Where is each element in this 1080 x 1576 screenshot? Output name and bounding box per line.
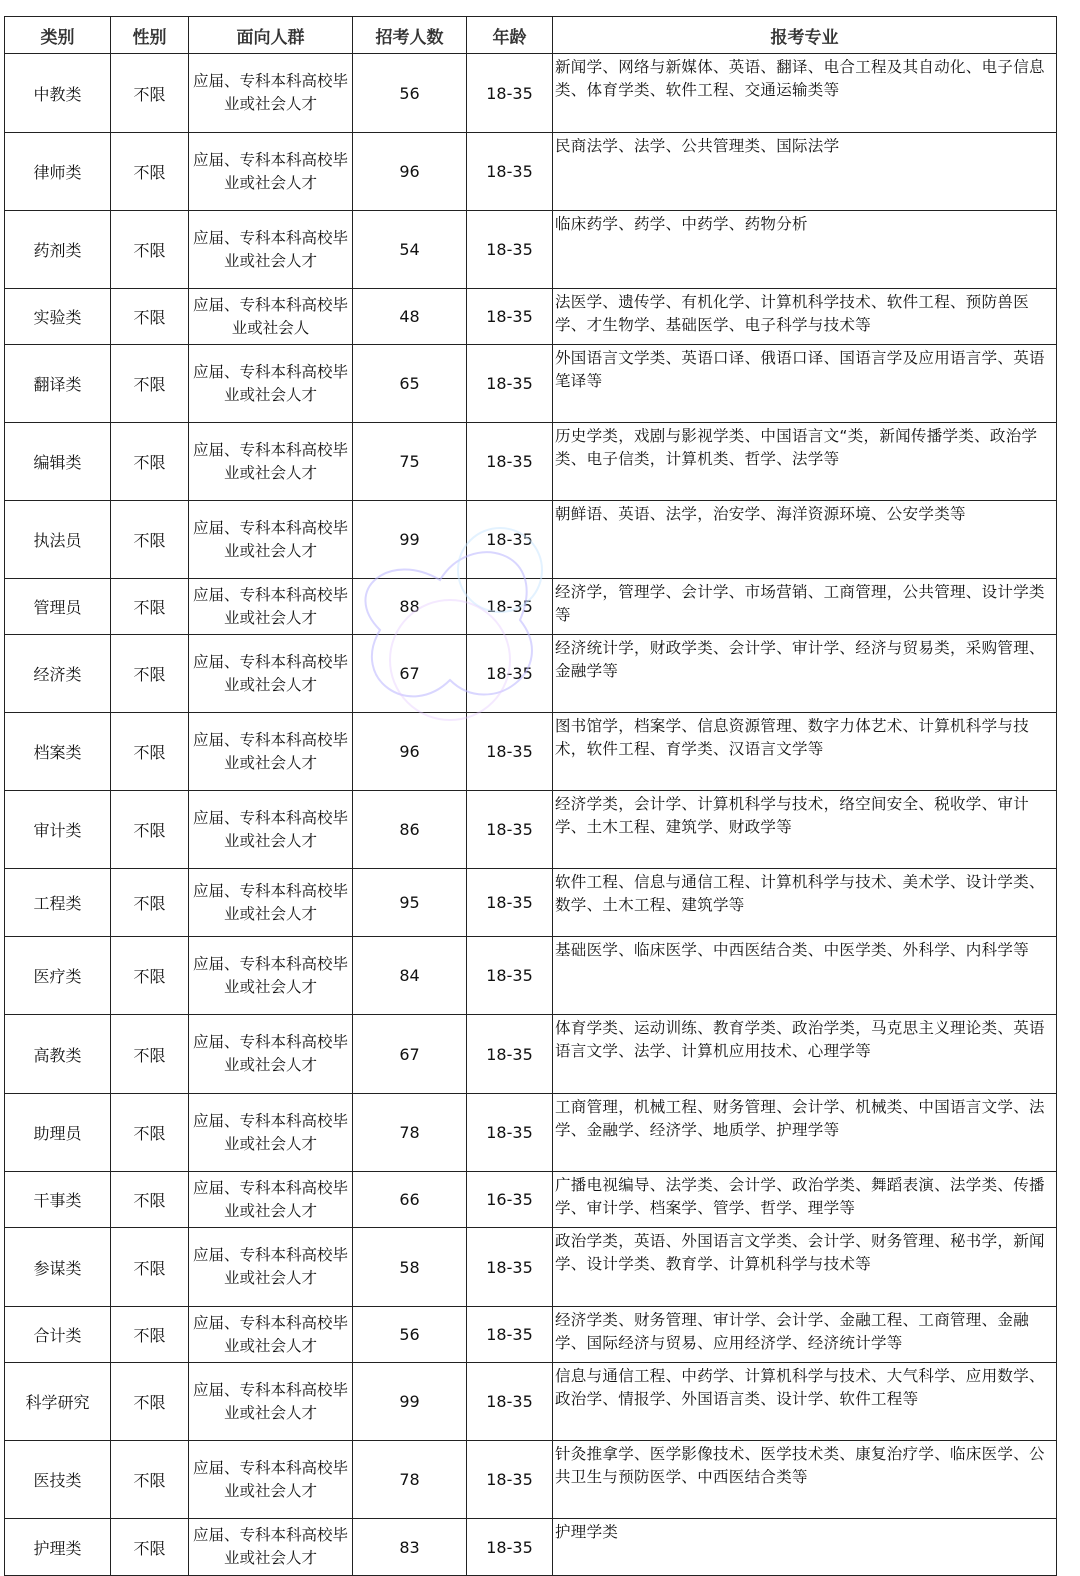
cell-gender: 不限 <box>111 1441 189 1519</box>
cell-count: 88 <box>353 579 467 635</box>
cell-count: 78 <box>353 1094 467 1172</box>
cell-category: 医技类 <box>5 1441 111 1519</box>
table-row <box>5 1519 1057 1576</box>
cell-age: 18-35 <box>467 133 553 211</box>
cell-audience: 应届、专科本科高校毕业或社会人才 <box>189 1015 353 1094</box>
cell-audience: 应届、专科本科高校毕业或社会人才 <box>189 1441 353 1519</box>
cell-category: 医疗类 <box>5 937 111 1015</box>
cell-category: 工程类 <box>5 869 111 937</box>
cell-category: 律师类 <box>5 133 111 211</box>
cell-age: 18-35 <box>467 869 553 937</box>
cell-category: 科学研究 <box>5 1363 111 1441</box>
cell-age: 16-35 <box>467 1172 553 1228</box>
cell-age: 18-35 <box>467 1363 553 1441</box>
cell-majors: 经济学类，会计学、计算机科学与技术，络空间安全、税收学、审计学、土木工程、建筑学、财政学等 <box>553 791 1057 869</box>
cell-gender: 不限 <box>111 345 189 423</box>
cell-gender: 不限 <box>111 1094 189 1172</box>
table-row <box>5 289 1057 345</box>
table-row <box>5 869 1057 937</box>
cell-majors: 广播电视编导、法学类、会计学、政治学类、舞蹈表演、法学类、传播学、审计学、档案学、管学、哲学、理学等 <box>553 1172 1057 1228</box>
cell-count: 56 <box>353 1307 467 1363</box>
cell-gender: 不限 <box>111 937 189 1015</box>
table-row <box>5 1363 1057 1441</box>
cell-audience: 应届、专科本科高校毕业或社会人才 <box>189 1307 353 1363</box>
cell-audience: 应届、专科本科高校毕业或社会人才 <box>189 1228 353 1307</box>
cell-count: 99 <box>353 501 467 579</box>
cell-audience: 应届、专科本科高校毕业或社会人才 <box>189 501 353 579</box>
cell-majors: 软件工程、信息与通信工程、计算机科学与技术、美术学、设计学类、数学、土木工程、建筑学等 <box>553 869 1057 937</box>
cell-gender: 不限 <box>111 1363 189 1441</box>
cell-majors: 法医学、遗传学、有机化学、计算机科学技术、软件工程、预防兽医学、才生物学、基础医学、电子科学与技术等 <box>553 289 1057 345</box>
cell-age: 18-35 <box>467 1441 553 1519</box>
table-row <box>5 791 1057 869</box>
cell-majors: 基础医学、临床医学、中西医结合类、中医学类、外科学、内科学等 <box>553 937 1057 1015</box>
cell-majors: 图书馆学，档案学、信息资源管理、数字力体艺术、计算机科学与技术，软件工程、育学类、汉语言文学等 <box>553 713 1057 791</box>
table-header-row <box>5 17 1057 54</box>
cell-majors: 经济学类、财务管理、审计学、会计学、金融工程、工商管理、金融学、国际经济与贸易、应用经济学、经济统计学等 <box>553 1307 1057 1363</box>
cell-category: 编辑类 <box>5 423 111 501</box>
recruitment-table <box>4 16 1057 1576</box>
cell-majors: 政治学类，英语、外国语言文学类、会计学、财务管理、秘书学，新闻学、设计学类、教育学、计算机科学与技术等 <box>553 1228 1057 1307</box>
table-row <box>5 937 1057 1015</box>
table-row <box>5 1015 1057 1094</box>
cell-gender: 不限 <box>111 791 189 869</box>
cell-audience: 应届、专科本科高校毕业或社会人才 <box>189 579 353 635</box>
cell-gender: 不限 <box>111 1307 189 1363</box>
header-category: 类别 <box>5 17 111 54</box>
table-row <box>5 133 1057 211</box>
table-row <box>5 1441 1057 1519</box>
cell-gender: 不限 <box>111 54 189 133</box>
cell-majors: 新闻学、网络与新媒体、英语、翻译、电合工程及其自动化、电子信息类、体育学类、软件工程、交通运输类等 <box>553 54 1057 133</box>
cell-gender: 不限 <box>111 211 189 289</box>
cell-audience: 应届、专科本科高校毕业或社会人才 <box>189 1172 353 1228</box>
cell-gender: 不限 <box>111 1519 189 1576</box>
cell-gender: 不限 <box>111 133 189 211</box>
cell-category: 参谋类 <box>5 1228 111 1307</box>
cell-count: 67 <box>353 635 467 713</box>
cell-audience: 应届、专科本科高校毕业或社会人才 <box>189 635 353 713</box>
cell-category: 护理类 <box>5 1519 111 1576</box>
cell-age: 18-35 <box>467 1228 553 1307</box>
cell-count: 66 <box>353 1172 467 1228</box>
cell-gender: 不限 <box>111 1228 189 1307</box>
table-row <box>5 1228 1057 1307</box>
cell-age: 18-35 <box>467 345 553 423</box>
cell-category: 管理员 <box>5 579 111 635</box>
cell-audience: 应届、专科本科高校毕业或社会人才 <box>189 54 353 133</box>
cell-majors: 信息与通信工程、中药学、计算机科学与技术、大气科学、应用数学、政治学、情报学、外国语言类、设计学、软件工程等 <box>553 1363 1057 1441</box>
cell-audience: 应届、专科本科高校毕业或社会人才 <box>189 869 353 937</box>
cell-gender: 不限 <box>111 423 189 501</box>
cell-count: 65 <box>353 345 467 423</box>
cell-category: 经济类 <box>5 635 111 713</box>
cell-count: 84 <box>353 937 467 1015</box>
cell-category: 实验类 <box>5 289 111 345</box>
recruitment-table-container <box>4 16 1056 1576</box>
cell-audience: 应届、专科本科高校毕业或社会人才 <box>189 1519 353 1576</box>
cell-audience: 应届、专科本科高校毕业或社会人才 <box>189 937 353 1015</box>
cell-count: 67 <box>353 1015 467 1094</box>
header-age: 年龄 <box>467 17 553 54</box>
table-row <box>5 423 1057 501</box>
cell-audience: 应届、专科本科高校毕业或社会人才 <box>189 791 353 869</box>
cell-majors: 经济统计学，财政学类、会计学、审计学、经济与贸易类，采购管理、金融学等 <box>553 635 1057 713</box>
cell-count: 86 <box>353 791 467 869</box>
table-row <box>5 1307 1057 1363</box>
cell-count: 75 <box>353 423 467 501</box>
cell-count: 58 <box>353 1228 467 1307</box>
cell-age: 18-35 <box>467 423 553 501</box>
cell-count: 83 <box>353 1519 467 1576</box>
cell-count: 99 <box>353 1363 467 1441</box>
cell-age: 18-35 <box>467 579 553 635</box>
cell-gender: 不限 <box>111 713 189 791</box>
cell-age: 18-35 <box>467 1307 553 1363</box>
cell-majors: 临床药学、药学、中药学、药物分析 <box>553 211 1057 289</box>
header-gender: 性别 <box>111 17 189 54</box>
header-count: 招考人数 <box>353 17 467 54</box>
cell-count: 96 <box>353 133 467 211</box>
cell-audience: 应届、专科本科高校毕业或社会人才 <box>189 423 353 501</box>
cell-count: 96 <box>353 713 467 791</box>
cell-age: 18-35 <box>467 937 553 1015</box>
table-row <box>5 713 1057 791</box>
cell-majors: 工商管理，机械工程、财务管理、会计学、机械类、中国语言文学、法学、金融学、经济学、地质学、护理学等 <box>553 1094 1057 1172</box>
cell-category: 中教类 <box>5 54 111 133</box>
table-row <box>5 501 1057 579</box>
table-row <box>5 345 1057 423</box>
cell-category: 助理员 <box>5 1094 111 1172</box>
cell-count: 56 <box>353 54 467 133</box>
header-majors: 报考专业 <box>553 17 1057 54</box>
table-row <box>5 579 1057 635</box>
cell-category: 档案类 <box>5 713 111 791</box>
table-row <box>5 211 1057 289</box>
cell-category: 药剂类 <box>5 211 111 289</box>
cell-audience: 应届、专科本科高校毕业或社会人 <box>189 289 353 345</box>
cell-audience: 应届、专科本科高校毕业或社会人才 <box>189 1094 353 1172</box>
cell-category: 翻译类 <box>5 345 111 423</box>
cell-gender: 不限 <box>111 579 189 635</box>
cell-category: 高教类 <box>5 1015 111 1094</box>
cell-age: 18-35 <box>467 791 553 869</box>
cell-age: 18-35 <box>467 1094 553 1172</box>
cell-category: 执法员 <box>5 501 111 579</box>
cell-count: 54 <box>353 211 467 289</box>
cell-audience: 应届、专科本科高校毕业或社会人才 <box>189 1363 353 1441</box>
cell-majors: 针灸推拿学、医学影像技术、医学技术类、康复治疗学、临床医学、公共卫生与预防医学、中西医结合类等 <box>553 1441 1057 1519</box>
cell-count: 95 <box>353 869 467 937</box>
cell-audience: 应届、专科本科高校毕业或社会人才 <box>189 713 353 791</box>
table-row <box>5 1172 1057 1228</box>
cell-majors: 外国语言文学类、英语口译、俄语口译、国语言学及应用语言学、英语笔译等 <box>553 345 1057 423</box>
cell-age: 18-35 <box>467 54 553 133</box>
cell-age: 18-35 <box>467 713 553 791</box>
cell-audience: 应届、专科本科高校毕业或社会人才 <box>189 345 353 423</box>
cell-age: 18-35 <box>467 289 553 345</box>
table-row <box>5 1094 1057 1172</box>
cell-majors: 民商法学、法学、公共管理类、国际法学 <box>553 133 1057 211</box>
cell-gender: 不限 <box>111 289 189 345</box>
cell-category: 合计类 <box>5 1307 111 1363</box>
cell-majors: 体育学类、运动训练、教育学类、政治学类，马克思主义理论类、英语语言文学、法学、计算机应用技术、心理学等 <box>553 1015 1057 1094</box>
cell-gender: 不限 <box>111 501 189 579</box>
header-audience: 面向人群 <box>189 17 353 54</box>
cell-count: 78 <box>353 1441 467 1519</box>
cell-gender: 不限 <box>111 1172 189 1228</box>
cell-count: 48 <box>353 289 467 345</box>
cell-audience: 应届、专科本科高校毕业或社会人才 <box>189 211 353 289</box>
cell-age: 18-35 <box>467 1519 553 1576</box>
table-row <box>5 635 1057 713</box>
cell-age: 18-35 <box>467 501 553 579</box>
cell-majors: 朝鲜语、英语、法学，治安学、海洋资源环境、公安学类等 <box>553 501 1057 579</box>
cell-category: 干事类 <box>5 1172 111 1228</box>
cell-gender: 不限 <box>111 1015 189 1094</box>
cell-audience: 应届、专科本科高校毕业或社会人才 <box>189 133 353 211</box>
cell-age: 18-35 <box>467 211 553 289</box>
cell-gender: 不限 <box>111 869 189 937</box>
cell-category: 审计类 <box>5 791 111 869</box>
cell-majors: 护理学类 <box>553 1519 1057 1576</box>
cell-majors: 经济学，管理学、会计学、市场营销、工商管理，公共管理、设计学类等 <box>553 579 1057 635</box>
cell-majors: 历史学类，戏剧与影视学类、中国语言文“类，新闻传播学类、政治学类、电子信类，计算机类、哲学、法学等 <box>553 423 1057 501</box>
table-row <box>5 54 1057 133</box>
cell-age: 18-35 <box>467 1015 553 1094</box>
cell-age: 18-35 <box>467 635 553 713</box>
cell-gender: 不限 <box>111 635 189 713</box>
